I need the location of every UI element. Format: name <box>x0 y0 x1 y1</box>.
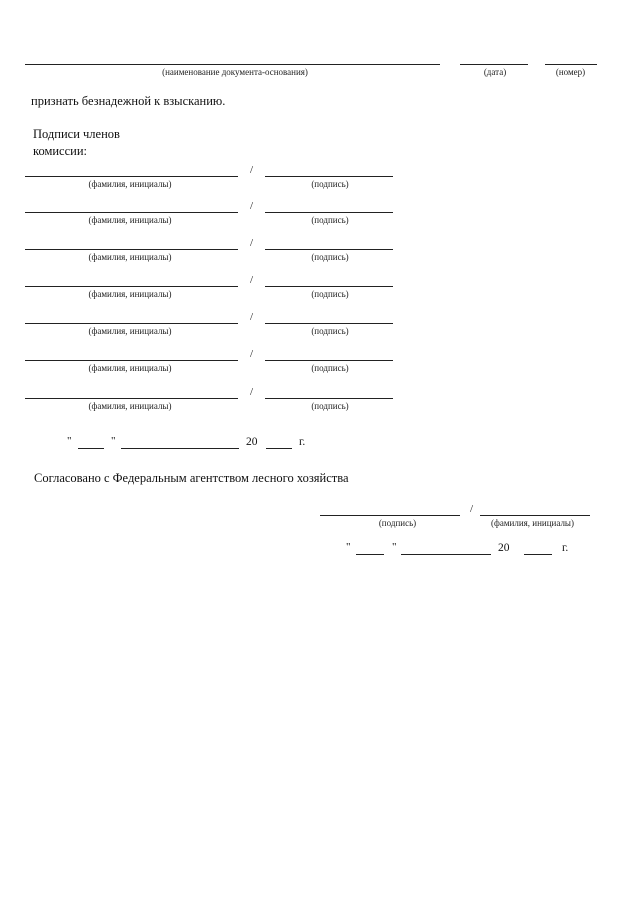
open-quote: " <box>67 435 72 447</box>
slash-separator: / <box>250 311 254 323</box>
decision-text: признать безнадежной к взысканию. <box>31 94 226 108</box>
day-line[interactable] <box>78 448 104 449</box>
member-signature-line[interactable] <box>265 398 393 399</box>
approval-name-line[interactable] <box>480 515 590 516</box>
date-caption: (дата) <box>483 67 507 77</box>
member-name-line[interactable] <box>25 286 238 287</box>
slash-separator: / <box>250 386 254 398</box>
approval-name-caption: (фамилия, инициалы) <box>491 518 574 528</box>
member-name-caption: (фамилия, инициалы) <box>88 179 172 189</box>
member-name-caption: (фамилия, инициалы) <box>88 252 172 262</box>
member-signature-line[interactable] <box>265 249 393 250</box>
month-line[interactable] <box>121 448 239 449</box>
year-suffix: г. <box>299 436 306 448</box>
close-quote: " <box>392 541 397 553</box>
member-name-caption: (фамилия, инициалы) <box>88 326 172 336</box>
year-prefix: 20 <box>246 436 258 448</box>
member-signature-caption: (подпись) <box>311 179 349 189</box>
slash-separator: / <box>470 503 474 515</box>
signatures-title-line1: Подписи членов <box>33 127 120 141</box>
year-prefix: 20 <box>498 542 510 554</box>
month-line[interactable] <box>401 554 491 555</box>
slash-separator: / <box>250 200 254 212</box>
year-line[interactable] <box>524 554 552 555</box>
member-name-line[interactable] <box>25 249 238 250</box>
member-signature-caption: (подпись) <box>311 363 349 373</box>
member-name-line[interactable] <box>25 398 238 399</box>
number-line[interactable] <box>545 64 597 65</box>
document-basis-caption: (наименование документа-основания) <box>162 67 308 77</box>
close-quote: " <box>111 435 116 447</box>
member-signature-caption: (подпись) <box>311 401 349 411</box>
approval-text: Согласовано с Федеральным агентством лесного хозяйства <box>34 471 349 485</box>
slash-separator: / <box>250 237 254 249</box>
member-name-caption: (фамилия, инициалы) <box>88 401 172 411</box>
member-signature-caption: (подпись) <box>311 252 349 262</box>
member-signature-line[interactable] <box>265 176 393 177</box>
member-name-caption: (фамилия, инициалы) <box>88 289 172 299</box>
approval-signature-line[interactable] <box>320 515 460 516</box>
approval-signature-caption: (подпись) <box>378 518 417 528</box>
member-signature-line[interactable] <box>265 212 393 213</box>
member-signature-caption: (подпись) <box>311 215 349 225</box>
slash-separator: / <box>250 274 254 286</box>
member-signature-caption: (подпись) <box>311 326 349 336</box>
member-name-line[interactable] <box>25 176 238 177</box>
member-signature-line[interactable] <box>265 286 393 287</box>
day-line[interactable] <box>356 554 384 555</box>
slash-separator: / <box>250 164 254 176</box>
slash-separator: / <box>250 348 254 360</box>
date-line[interactable] <box>460 64 528 65</box>
document-basis-line[interactable] <box>25 64 440 65</box>
member-name-caption: (фамилия, инициалы) <box>88 215 172 225</box>
year-line[interactable] <box>266 448 292 449</box>
number-caption: (номер) <box>555 67 586 77</box>
member-name-line[interactable] <box>25 323 238 324</box>
member-name-line[interactable] <box>25 212 238 213</box>
year-suffix: г. <box>562 542 569 554</box>
member-signature-caption: (подпись) <box>311 289 349 299</box>
member-signature-line[interactable] <box>265 323 393 324</box>
signatures-title-line2: комиссии: <box>33 144 87 158</box>
member-name-caption: (фамилия, инициалы) <box>88 363 172 373</box>
member-name-line[interactable] <box>25 360 238 361</box>
member-signature-line[interactable] <box>265 360 393 361</box>
open-quote: " <box>346 541 351 553</box>
